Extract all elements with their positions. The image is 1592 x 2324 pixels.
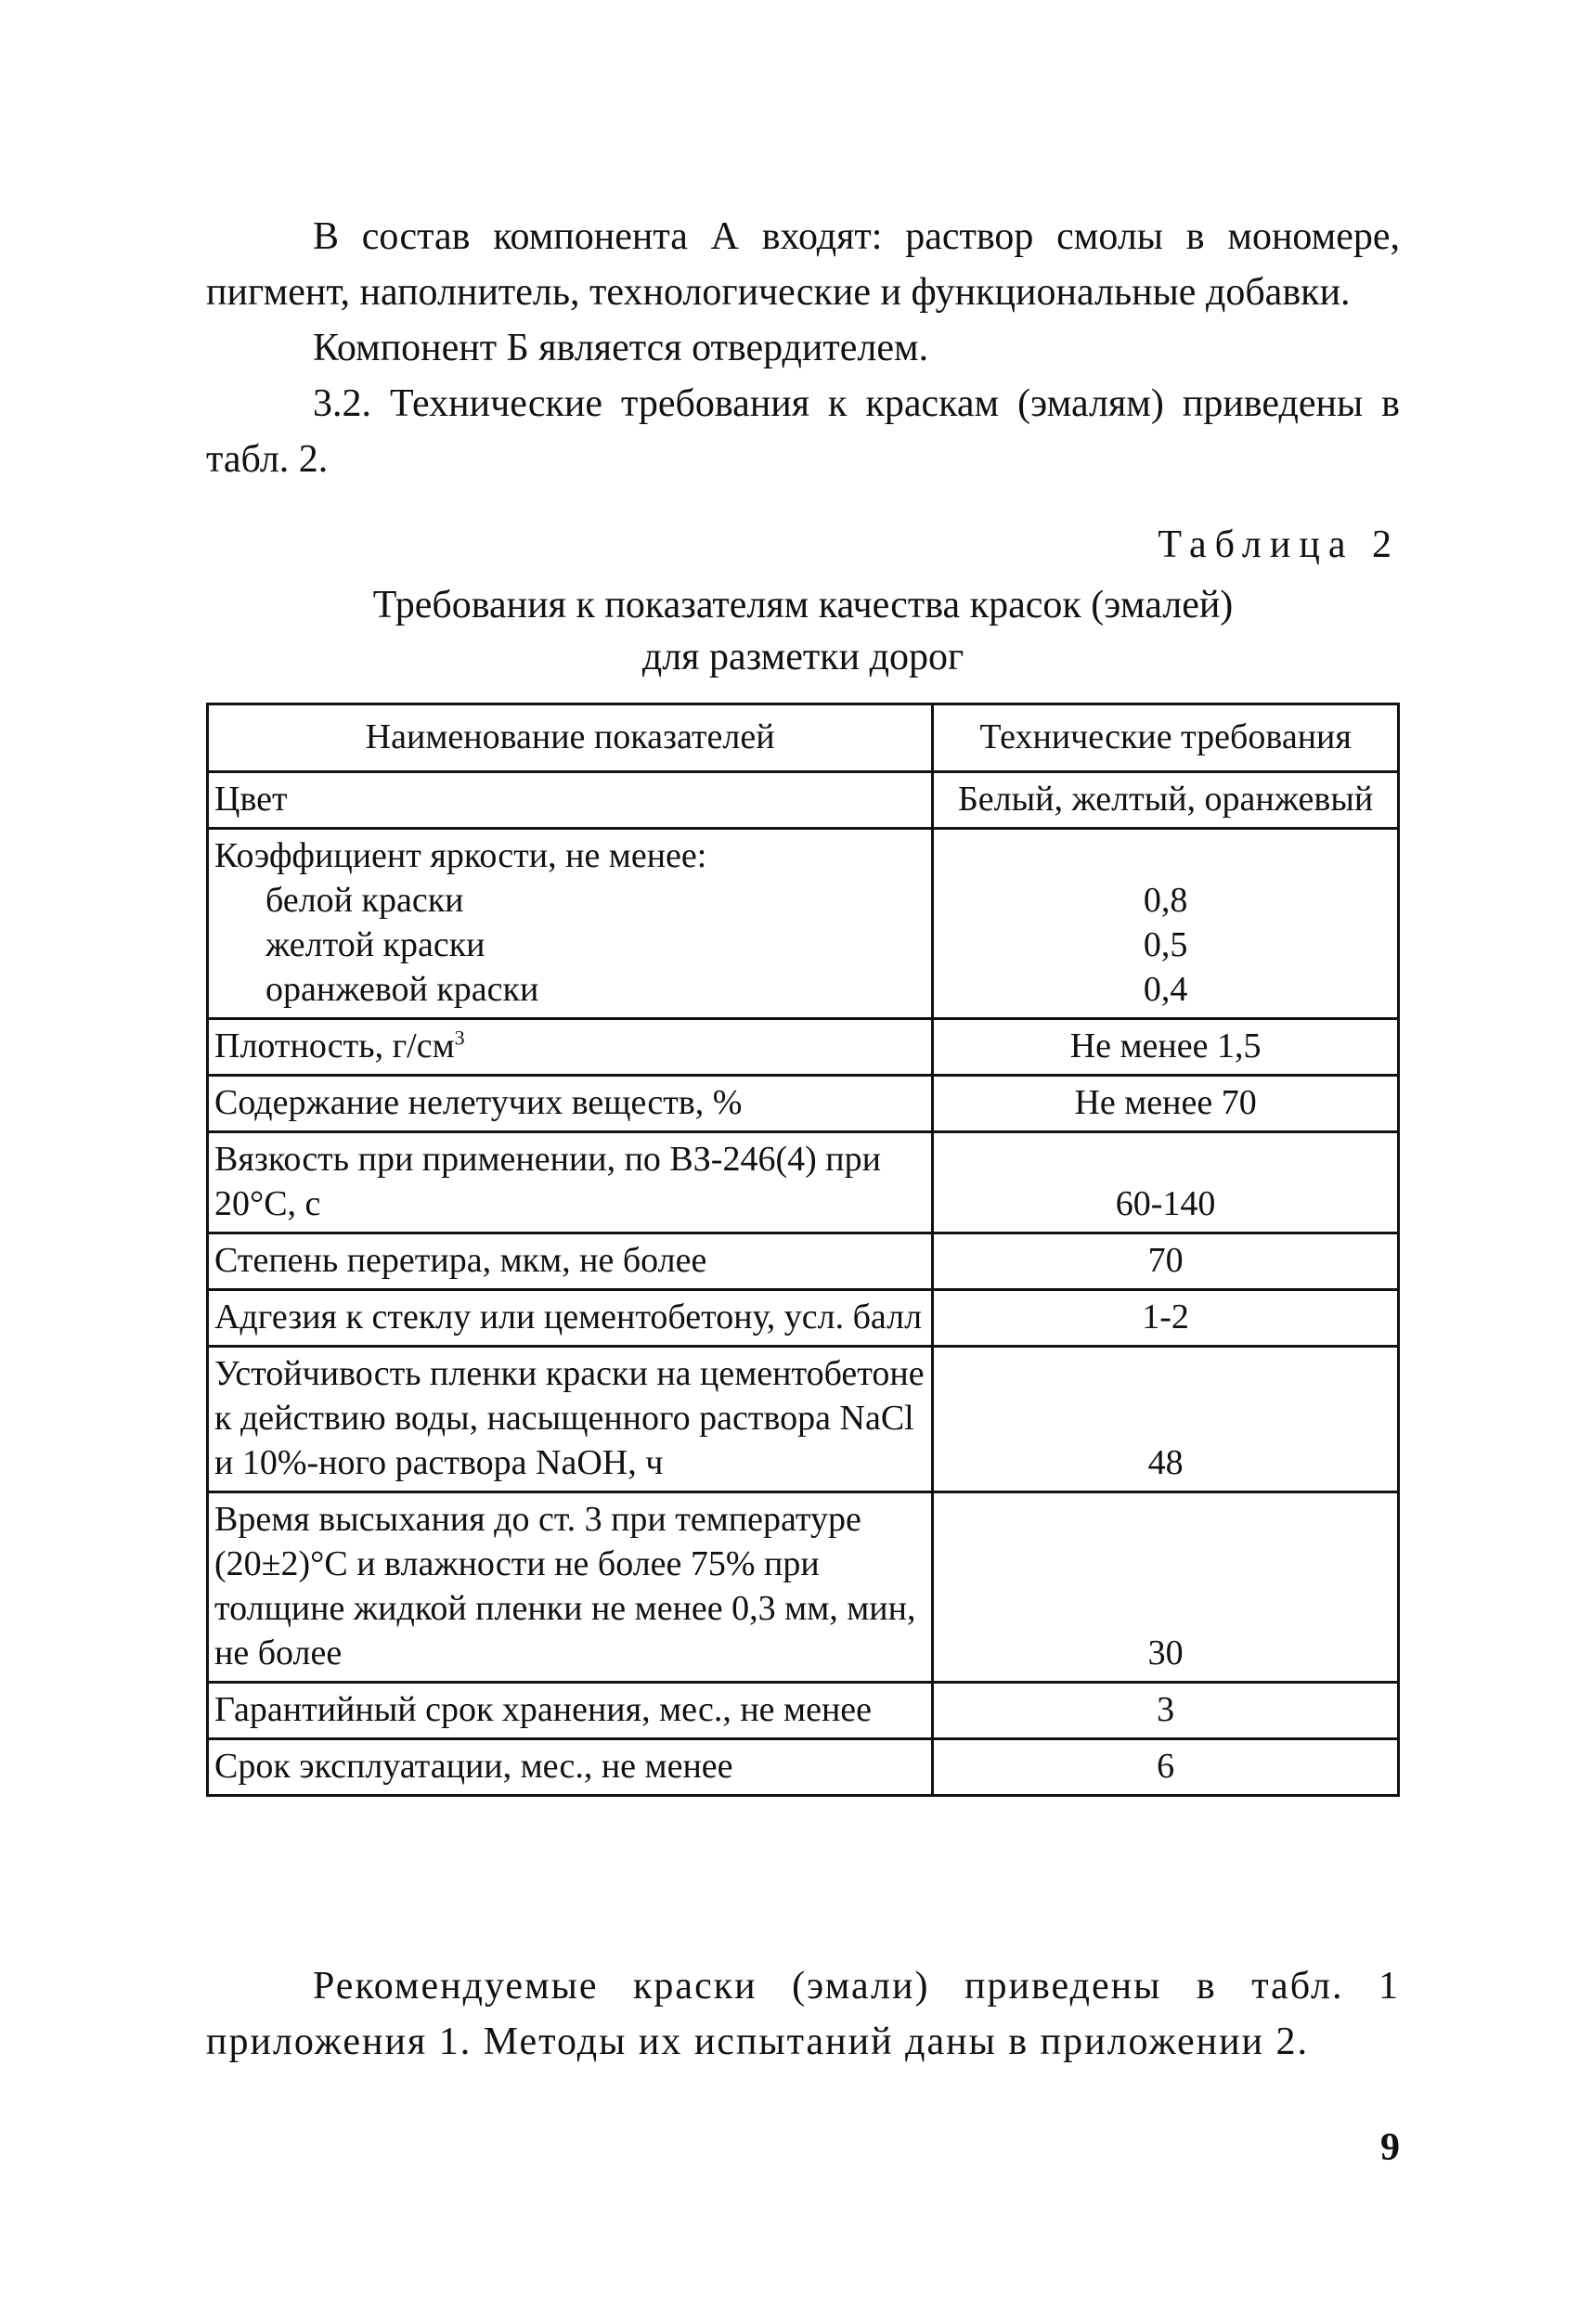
row-name: Устойчивость пленки краски на цементобетоне к действию воды, насыщенного раствора NaCl и 10%-ного раствора NaOH, ч	[208, 1347, 933, 1492]
row-name: Гарантийный срок хранения, мес., не менее	[208, 1683, 933, 1739]
row-value: 30	[933, 1492, 1399, 1683]
table-title-line-1: Требования к показателям качества красок (эмалей)	[372, 584, 1234, 626]
intro-text	[206, 209, 1400, 487]
row-name: Цвет	[208, 772, 933, 829]
footer-text	[206, 1958, 1400, 2070]
paragraph-requirements-ref: 3.2. Технические требования к краскам (эмалям) приведены в табл. 2.	[206, 382, 1400, 481]
row-name: Содержание нелетучих веществ, %	[208, 1076, 933, 1132]
table-label: Таблица 2	[1158, 523, 1400, 566]
row-value: Не менее 70	[933, 1076, 1399, 1132]
row-name	[208, 829, 933, 1019]
row-name-text: Плотность, г/см	[214, 1026, 455, 1065]
row-subitem: белой краски	[265, 881, 464, 920]
page-number: 9	[1380, 2126, 1400, 2169]
row-subvalue: 0,4	[1143, 970, 1188, 1009]
table-row	[208, 1290, 1399, 1347]
superscript: 3	[454, 1026, 465, 1050]
row-subvalue: 0,8	[1143, 881, 1188, 920]
paragraph-recommended-paints: Рекомендуемые краски (эмали) приведены в табл. 1 приложения 1. Методы их испытаний даны в приложении 2.	[206, 1965, 1400, 2063]
table-row	[208, 1233, 1399, 1290]
row-subitem: желтой краски	[265, 925, 485, 964]
paragraph-component-b: Компонент Б является отвердителем.	[313, 327, 929, 369]
row-name: Время высыхания до ст. 3 при температуре (20±2)°С и влажности не более 75% при толщине жидкой пленки не менее 0,3 мм, мин, не более	[208, 1492, 933, 1683]
table-row	[208, 772, 1399, 829]
table-row	[208, 1132, 1399, 1233]
table-row	[208, 1683, 1399, 1739]
row-subvalue: 0,5	[1143, 925, 1188, 964]
row-name-main: Коэффициент яркости, не менее:	[214, 836, 707, 875]
row-name: Адгезия к стеклу или цементобетону, усл. балл	[208, 1290, 933, 1347]
row-value: 70	[933, 1233, 1399, 1290]
row-value: 60-140	[933, 1132, 1399, 1233]
requirements-table	[206, 703, 1400, 1797]
table-title	[206, 579, 1400, 683]
table-row	[208, 1019, 1399, 1076]
paragraph-component-a: В состав компонента А входят: раствор смолы в мономере, пигмент, наполнитель, технологические и функциональные добавки.	[206, 215, 1400, 314]
row-value: 6	[933, 1739, 1399, 1796]
column-header-requirement: Технические требования	[933, 704, 1399, 772]
row-value: 48	[933, 1347, 1399, 1492]
row-name: Степень перетира, мкм, не более	[208, 1233, 933, 1290]
row-value: Белый, желтый, оранжевый	[933, 772, 1399, 829]
table-header-row	[208, 704, 1399, 772]
row-value: 1-2	[933, 1290, 1399, 1347]
row-name	[208, 1019, 933, 1076]
table-title-line-2: для разметки дорог	[641, 636, 964, 678]
column-header-indicator: Наименование показателей	[208, 704, 933, 772]
row-value: 3	[933, 1683, 1399, 1739]
table-row	[208, 1739, 1399, 1796]
table-row	[208, 1492, 1399, 1683]
row-subitem: оранжевой краски	[265, 970, 539, 1009]
table-row	[208, 1076, 1399, 1132]
row-name: Срок эксплуатации, мес., не менее	[208, 1739, 933, 1796]
table-row	[208, 829, 1399, 1019]
table-row	[208, 1347, 1399, 1492]
row-value	[933, 829, 1399, 1019]
row-name: Вязкость при применении, по ВЗ-246(4) при 20°С, с	[208, 1132, 933, 1233]
row-value: Не менее 1,5	[933, 1019, 1399, 1076]
